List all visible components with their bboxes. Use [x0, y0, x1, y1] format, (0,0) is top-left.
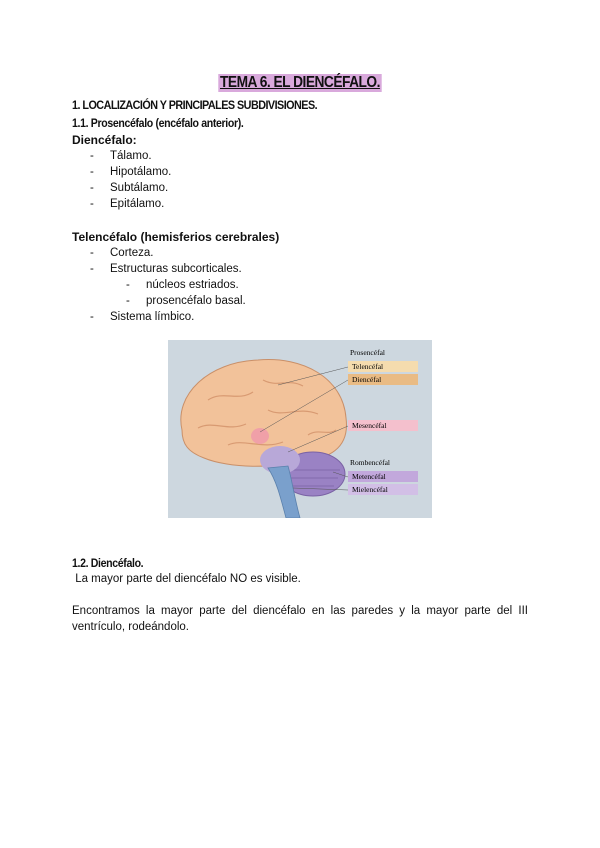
list-item: - Hipotálamo.	[90, 164, 171, 180]
list-item: - Subtálamo.	[90, 180, 171, 196]
list-item: - Epitálamo.	[90, 196, 171, 212]
label-telencefalo: Telencéfal	[352, 362, 384, 371]
label-mesencefalo: Mesencéfal	[352, 421, 387, 430]
diencefalo-label: Diencéfalo:	[72, 133, 137, 147]
label-metencefalo: Metencéfal	[352, 472, 386, 481]
list-subitem: - núcleos estriados.	[90, 277, 246, 293]
subsection-heading: 1.1. Prosencéfalo (encéfalo anterior).	[72, 116, 244, 130]
list-item: - Corteza.	[90, 245, 246, 261]
list-item: - Tálamo.	[90, 148, 171, 164]
telencefalo-label: Telencéfalo (hemisferios cerebrales)	[72, 230, 280, 244]
document-title	[0, 74, 600, 92]
list-item: - Estructuras subcorticales.	[90, 261, 246, 277]
subsection-heading-2: 1.2. Diencéfalo.	[72, 556, 144, 570]
section-heading: 1. LOCALIZACIÓN Y PRINCIPALES SUBDIVISIONES.	[72, 98, 318, 112]
paragraph: Encontramos la mayor parte del diencéfalo en las paredes y la mayor parte del III ventrículo, rodeándolo.	[72, 605, 528, 633]
paragraph: La mayor parte del diencéfalo NO es visible.	[72, 573, 301, 585]
brain-figure	[168, 340, 432, 518]
diencefalo-list	[90, 148, 171, 212]
list-subitem: - prosencéfalo basal.	[90, 293, 246, 309]
document-title-text: TEMA 6. EL DIENCÉFALO.	[220, 74, 380, 91]
label-prosencefalo: Prosencéfal	[350, 348, 385, 357]
list-item: - Sistema límbico.	[90, 309, 246, 325]
label-rombencefalo: Rombencéfal	[350, 458, 390, 467]
label-mielencefalo: Mielencéfal	[352, 485, 388, 494]
telencefalo-list	[90, 245, 246, 325]
label-diencefalo: Diencéfal	[352, 375, 382, 384]
brain-illustration	[168, 340, 432, 518]
